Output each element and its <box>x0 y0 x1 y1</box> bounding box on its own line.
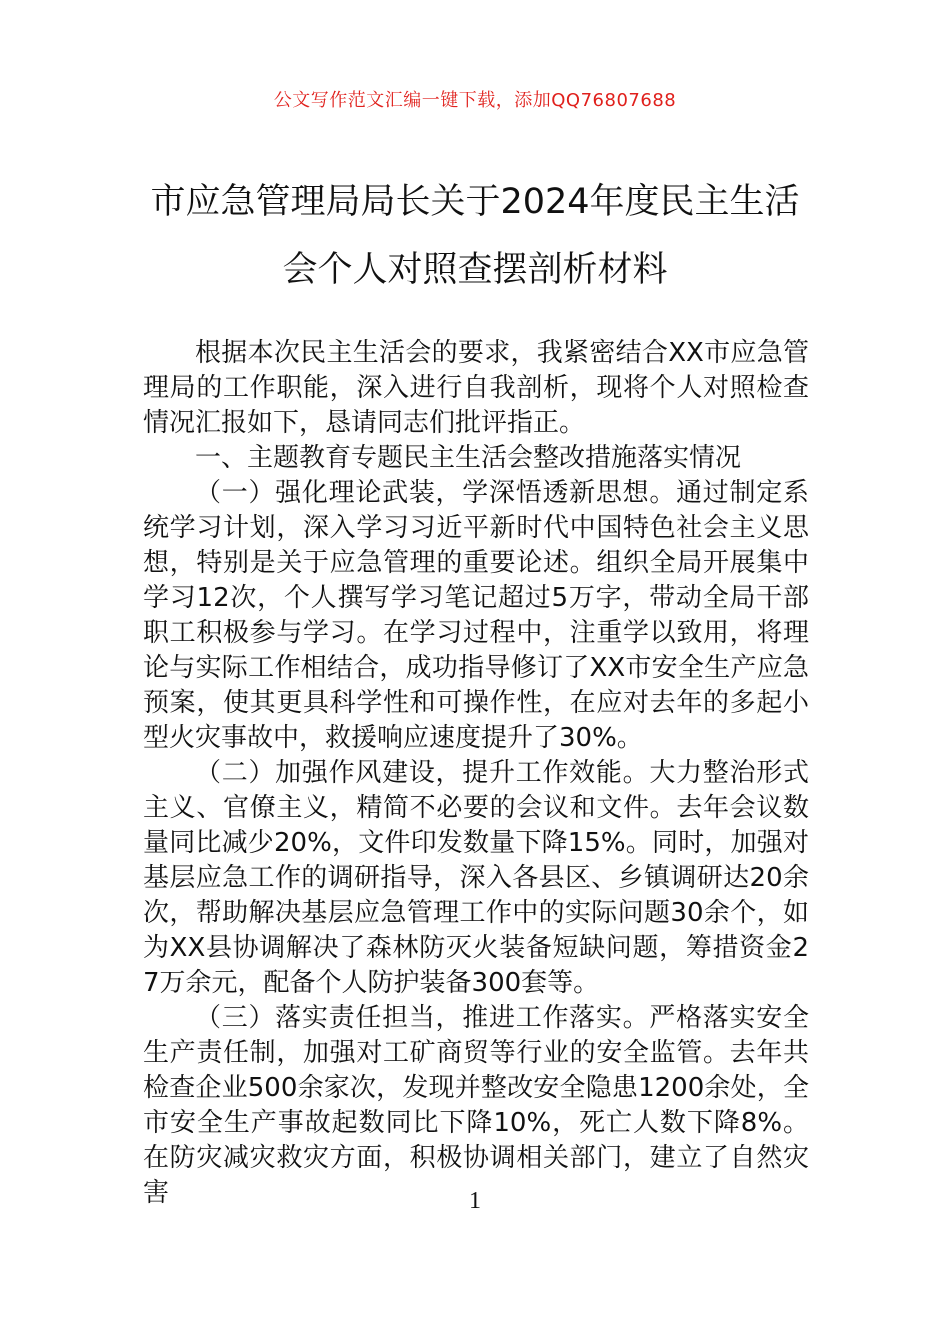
download-promo-note: 公文写作范文汇编一键下载，添加QQ76807688 <box>273 90 677 111</box>
paragraph-item-1: （一）强化理论武装，学深悟透新思想。通过制定系统学习计划，深入学习习近平新时代中国特色社会主义思想，特别是关于应急管理的重要论述。组织全局开展集中学习12次，个人撰写学习笔记超过5万字，带动全局干部职工积极参与学习。在学习过程中，注重学以致用，将理论与实际工作相结合，成功指导修订了XX市安全生产应急预案，使其更具科学性和可操作性，在应对去年的多起小型火灾事故中，救援响应速度提升了30%。 <box>143 478 809 753</box>
paragraph-item-2: （二）加强作风建设，提升工作效能。大力整治形式主义、官僚主义，精简不必要的会议和文件。去年会议数量同比减少20%，文件印发数量下降15%。同时，加强对基层应急工作的调研指导，深入各县区、乡镇调研达20余次，帮助解决基层应急管理工作中的实际问题30余个，如为XX县协调解决了森林防灭火装备短缺问题，筹措资金27万余元，配备个人防护装备300套等。 <box>143 758 809 998</box>
page-number: 1 <box>469 1188 481 1214</box>
title-line-1: 市应急管理局局长关于2024年度民主生活 <box>150 182 800 222</box>
intro-paragraph: 根据本次民主生活会的要求，我紧密结合XX市应急管理局的工作职能，深入进行自我剖析，现将个人对照检查情况汇报如下，恳请同志们批评指正。 <box>143 338 809 438</box>
paragraph-item-3: （三）落实责任担当，推进工作落实。严格落实安全生产责任制，加强对工矿商贸等行业的安全监管。去年共检查企业500余家次，发现并整改安全隐患1200余处，全市安全生产事故起数同比下降10%，死亡人数下降8%。在防灾减灾救灾方面，积极协调相关部门，建立了自然灾害 <box>143 1003 809 1208</box>
document-title <box>120 168 830 304</box>
document-body <box>143 336 809 1211</box>
section-heading-1: 一、主题教育专题民主生活会整改措施落实情况 <box>195 443 742 473</box>
title-line-2: 会个人对照查摆剖析材料 <box>282 250 668 290</box>
